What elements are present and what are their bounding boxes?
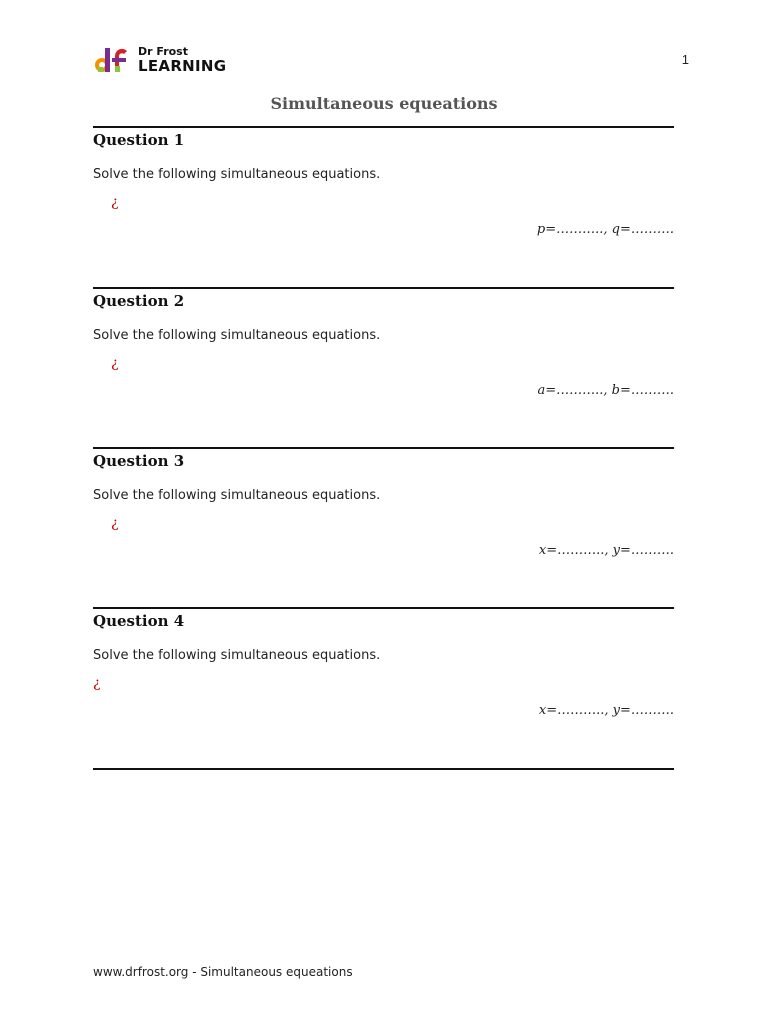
logo-text-small: Dr Frost (138, 45, 188, 58)
equation-placeholder: ¿ (93, 675, 101, 691)
question-block-2 (93, 287, 674, 398)
question-block-4 (93, 607, 674, 718)
question-instruction: Solve the following simultaneous equations. (93, 648, 381, 663)
dr-frost-logo (94, 44, 226, 76)
question-instruction: Solve the following simultaneous equations. (93, 488, 381, 503)
divider (93, 768, 674, 770)
logo-text-big: LEARNING (138, 57, 227, 75)
page-number: 1 (681, 52, 689, 67)
page-title: Simultaneous equeations (270, 94, 498, 113)
df-logo-icon (94, 44, 130, 76)
question-heading: Question 4 (93, 612, 185, 630)
page-footer: www.drfrost.org - Simultaneous equeations (93, 965, 353, 979)
question-block-3 (93, 447, 674, 558)
answer-line: p=……….., q=………. (536, 222, 674, 237)
equation-placeholder: ¿ (111, 194, 119, 210)
question-instruction: Solve the following simultaneous equations. (93, 167, 381, 182)
question-heading: Question 3 (93, 452, 185, 470)
equation-placeholder: ¿ (111, 515, 119, 531)
answer-line: x=……….., y=………. (538, 703, 674, 718)
answer-line: x=……….., y=………. (538, 543, 674, 558)
equation-placeholder: ¿ (111, 355, 119, 371)
question-heading: Question 1 (93, 131, 185, 149)
question-heading: Question 2 (93, 292, 185, 310)
question-instruction: Solve the following simultaneous equations. (93, 328, 381, 343)
answer-line: a=……….., b=………. (537, 383, 674, 398)
question-block-1 (93, 126, 674, 237)
